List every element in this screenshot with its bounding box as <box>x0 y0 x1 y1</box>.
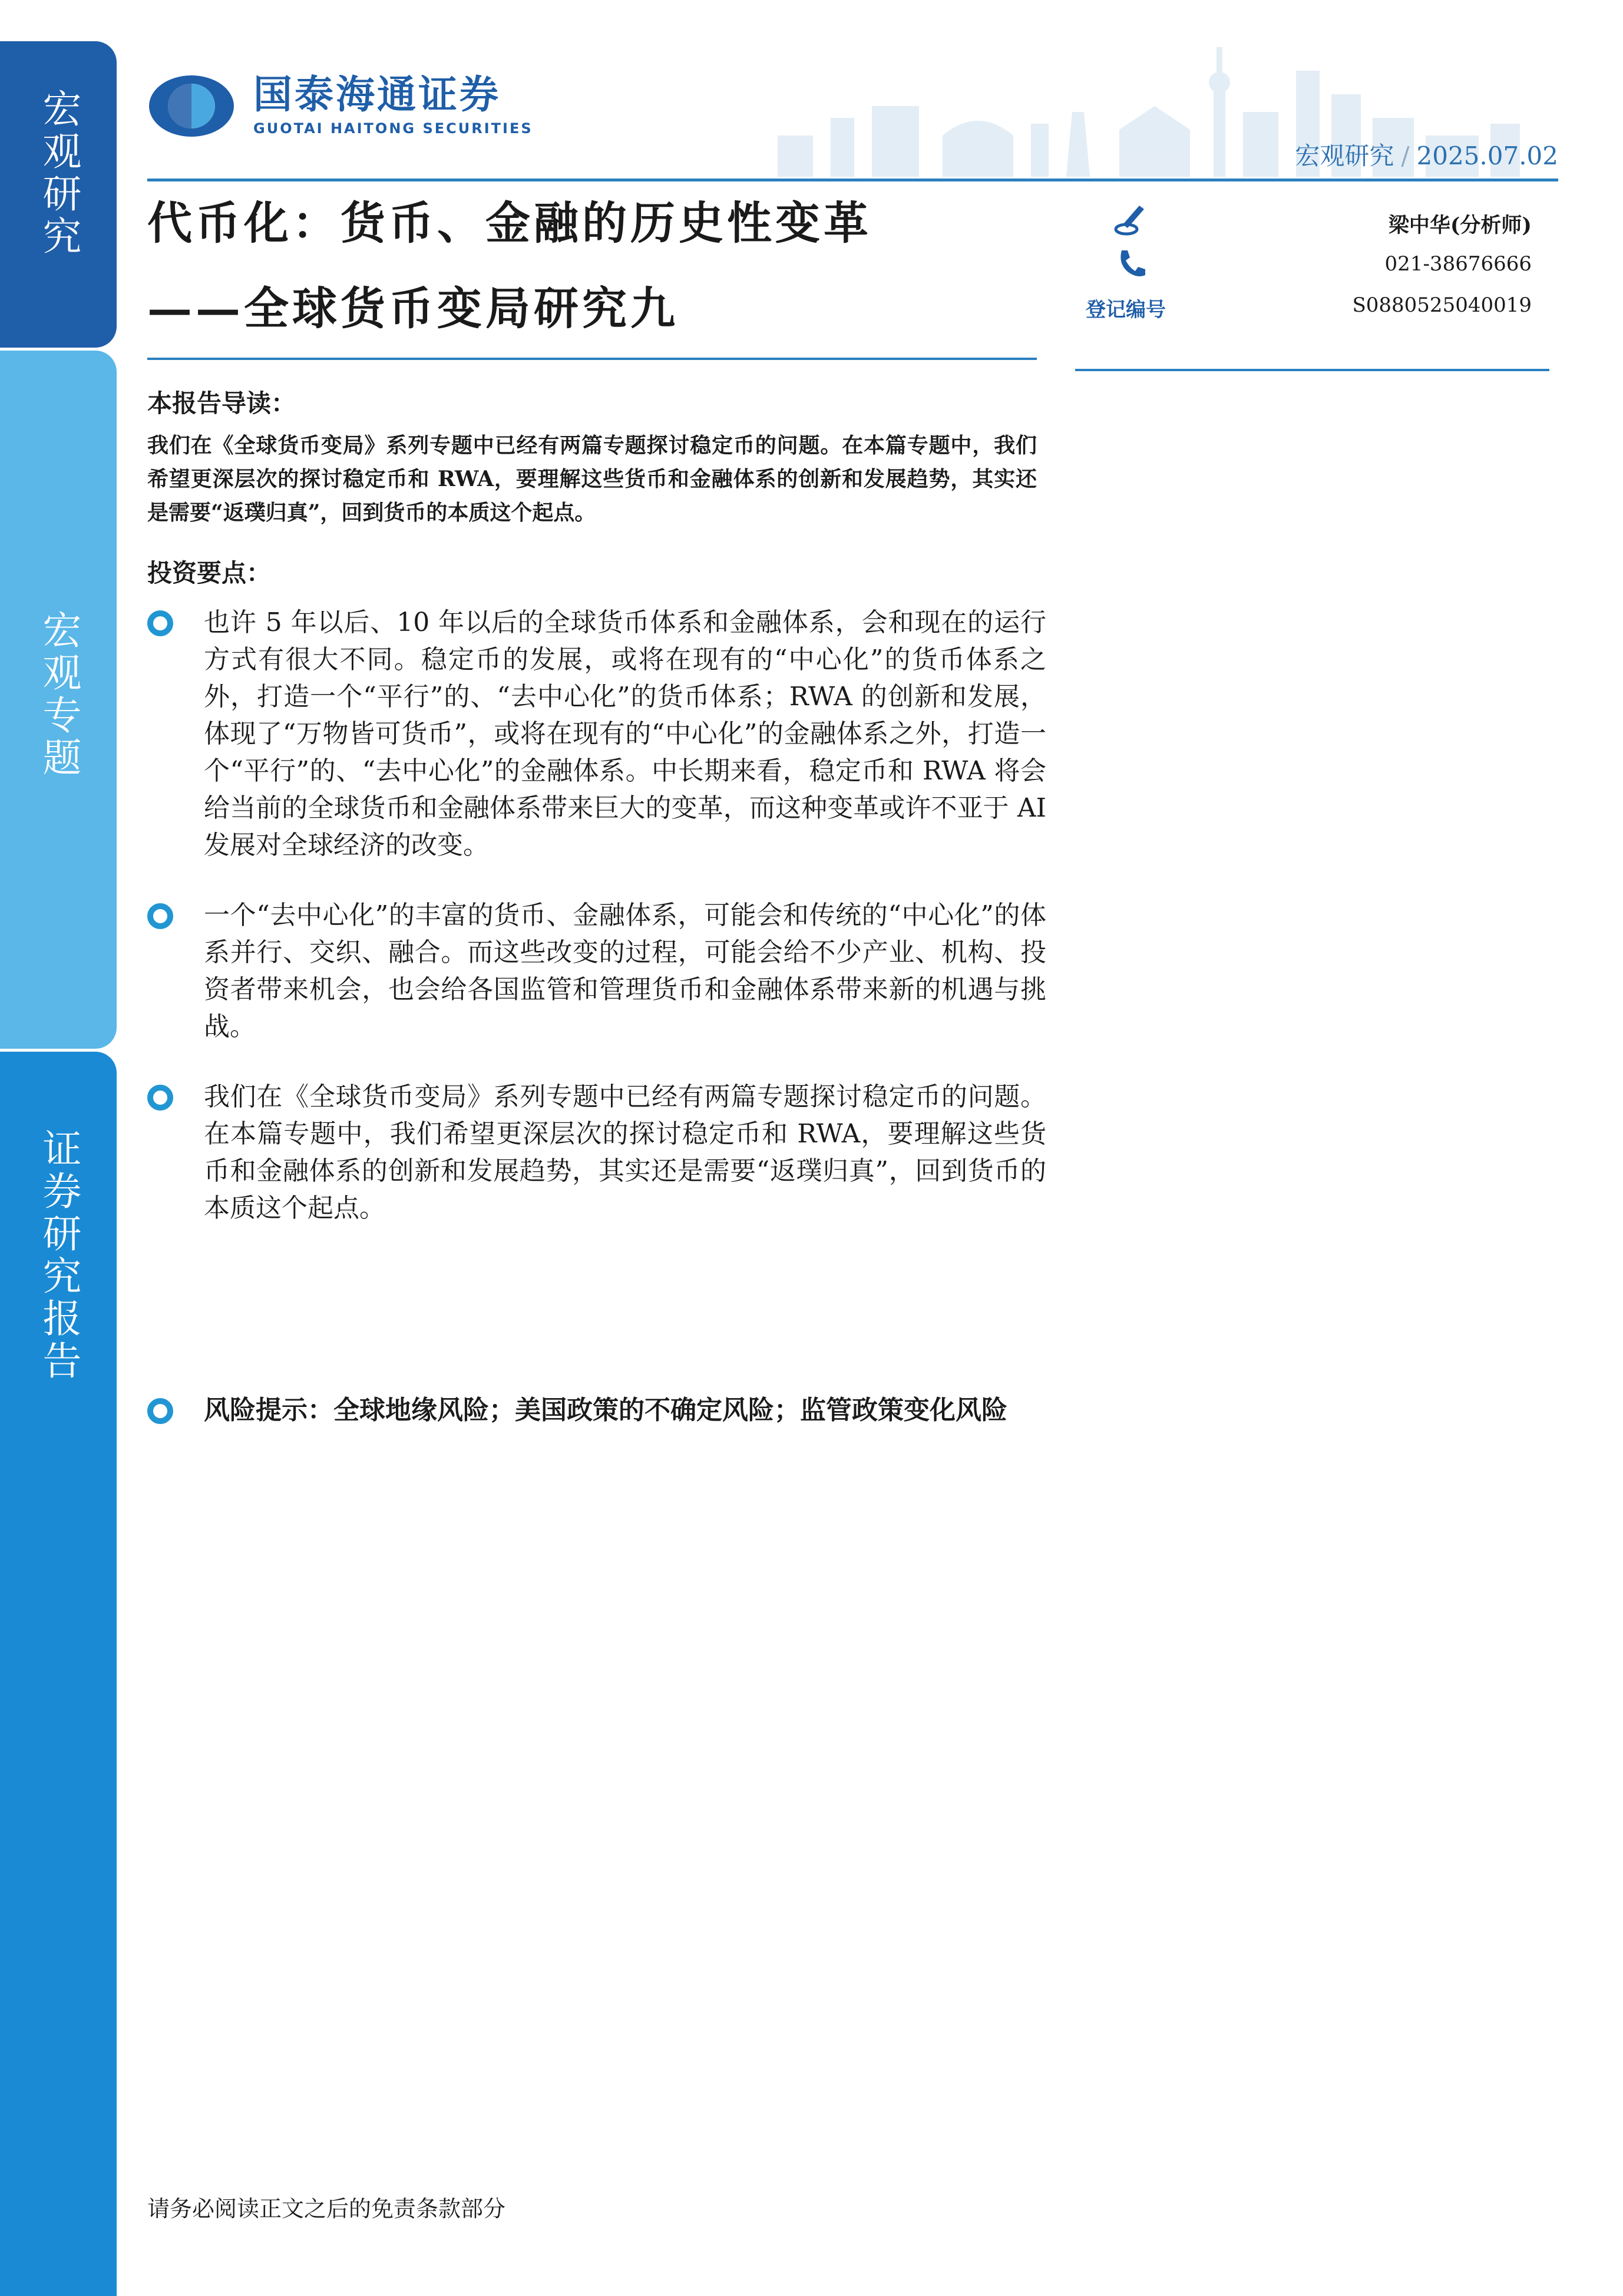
pen-icon <box>1113 203 1149 236</box>
header-divider <box>147 179 1558 181</box>
report-subtitle: ——全球货币变局研究九 <box>147 282 679 335</box>
sidebar-tab-macro-topic <box>0 351 117 1049</box>
report-category-date <box>1295 137 1558 172</box>
point-text: 一个“去中心化”的丰富的货币、金融体系，可能会和传统的“中心化”的体系并行、交织、融合。而这些改变的过程，可能会给不少产业、机构、投资者带来机会，也会给各国监管和管理货币和金融体系带来新的机遇与挑战。 <box>204 900 1046 1042</box>
point-text: 我们在《全球货币变局》系列专题中已经有两篇专题探讨稳定币的问题。在本篇专题中，我们希望更深层次的探讨稳定币和 RWA，要理解这些货币和金融体系的创新和发展趋势，其实还是需要“返璞归真”，回到货币的本质这个起点。 <box>204 1082 1046 1223</box>
sidebar-tab-macro-research <box>0 41 117 348</box>
report-category: 宏观研究 <box>1295 141 1394 170</box>
report-date: 2025.07.02 <box>1416 141 1558 170</box>
bullet-icon <box>147 610 173 636</box>
analyst-registration-number: S0880525040019 <box>1352 293 1532 317</box>
guide-heading: 本报告导读： <box>147 389 296 418</box>
analyst-icons <box>1084 203 1178 290</box>
analyst-divider <box>1075 369 1549 371</box>
list-item <box>147 1078 1049 1227</box>
sidebar-tab-label: 宏观研究 <box>36 88 81 258</box>
list-item <box>147 604 1049 864</box>
list-item <box>147 897 1049 1045</box>
sidebar-tab-securities-report <box>0 1052 117 2296</box>
company-logo <box>147 74 533 138</box>
separator: / <box>1401 141 1410 170</box>
logo-english-name: GUOTAI HAITONG SECURITIES <box>253 120 533 137</box>
bullet-icon <box>147 1085 173 1111</box>
title-divider <box>147 358 1037 360</box>
phone-icon <box>1113 247 1149 280</box>
report-title: 代币化：货币、金融的历史性变革 <box>147 197 872 249</box>
sidebar-tab-label: 宏观专题 <box>36 610 81 779</box>
risk-warning <box>147 1392 1049 1429</box>
guide-text: 我们在《全球货币变局》系列专题中已经有两篇专题探讨稳定币的问题。在本篇专题中，我们希望更深层次的探讨稳定币和 RWA，要理解这些货币和金融体系的创新和发展趋势，其实还是需要“返璞归真”，回到货币的本质这个起点。 <box>147 433 1037 525</box>
registration-label: 登记编号 <box>1086 298 1166 322</box>
sidebar-tab-label: 证券研究报告 <box>36 1128 81 1383</box>
logo-chinese-name: 国泰海通证券 <box>253 72 501 117</box>
logo-mark-icon <box>147 74 236 138</box>
bullet-icon <box>147 903 173 929</box>
disclaimer-note: 请务必阅读正文之后的免责条款部分 <box>147 2196 506 2222</box>
point-text: 也许 5 年以后、10 年以后的全球货币体系和金融体系，会和现在的运行方式有很大不同。稳定币的发展，或将在现有的“中心化”的货币体系之外，打造一个“平行”的、“去中心化”的货币体系；RWA 的创新和发展，体现了“万物皆可货币”，或将在现有的“中心化”的金融体系之外，打造一个“平行”的、“去中心化”的金融体系。中长期来看，稳定币和 RWA 将会给当前的全球货币和金融体系带来巨大的变革，而这种变革或许不亚于 AI 发展对全球经济的改变。 <box>204 607 1046 860</box>
analyst-phone: 021-38676666 <box>1384 252 1532 276</box>
analyst-name: 梁中华(分析师) <box>1388 213 1532 237</box>
risk-text: 风险提示：全球地缘风险；美国政策的不确定风险；监管政策变化风险 <box>204 1395 1007 1425</box>
bullet-icon <box>147 1398 173 1424</box>
points-heading: 投资要点： <box>147 559 272 587</box>
